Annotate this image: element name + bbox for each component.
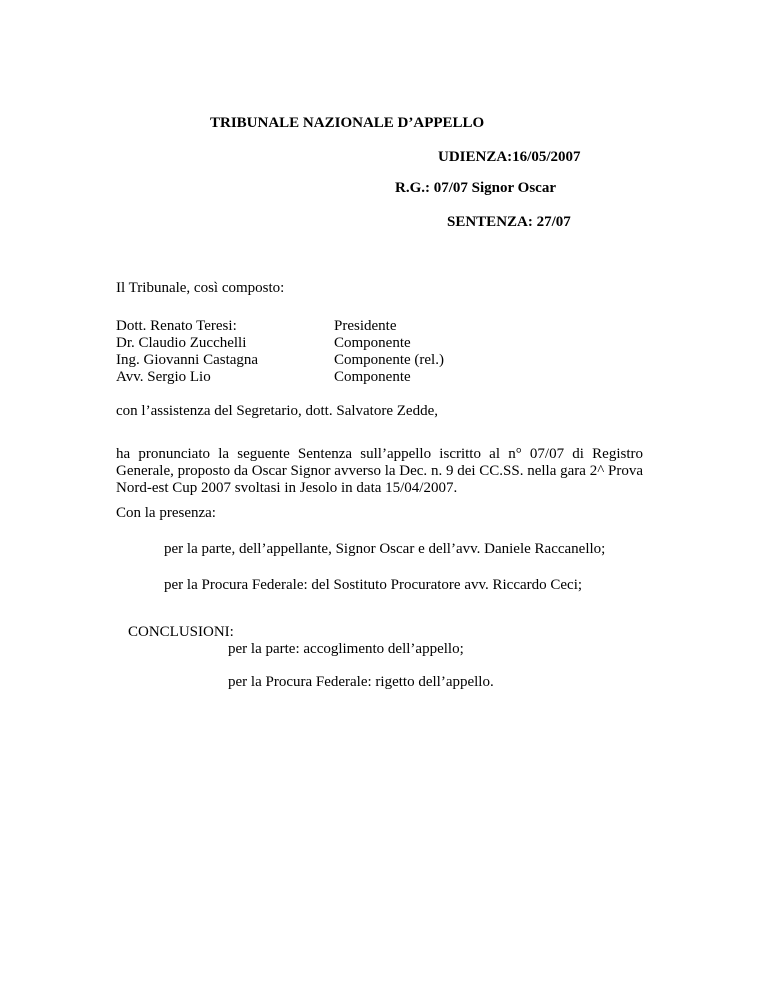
member-role: Componente bbox=[334, 335, 411, 351]
composition-intro: Il Tribunale, così composto: bbox=[116, 280, 285, 296]
presence-intro: Con la presenza: bbox=[116, 505, 216, 521]
member-name: Dr. Claudio Zucchelli bbox=[116, 335, 247, 351]
presence-prosecution: per la Procura Federale: del Sostituto Procuratore avv. Riccardo Ceci; bbox=[164, 577, 583, 593]
member-role: Componente bbox=[334, 369, 411, 385]
panel-member-row bbox=[116, 335, 616, 352]
panel-member-row bbox=[116, 318, 616, 335]
conclusion-prosecution: per la Procura Federale: rigetto dell’appello. bbox=[228, 674, 494, 690]
member-name: Avv. Sergio Lio bbox=[116, 369, 211, 385]
member-name: Ing. Giovanni Castagna bbox=[116, 352, 259, 368]
presence-party: per la parte, dell’appellante, Signor Oscar e dell’avv. Daniele Raccanello; bbox=[164, 541, 606, 557]
conclusions-heading: CONCLUSIONI: bbox=[128, 624, 234, 640]
member-name: Dott. Renato Teresi: bbox=[116, 318, 237, 334]
panel-member-row bbox=[116, 352, 616, 369]
member-role: Presidente bbox=[334, 318, 397, 334]
member-role: Componente (rel.) bbox=[334, 352, 444, 368]
court-title: TRIBUNALE NAZIONALE D’APPELLO bbox=[210, 115, 485, 131]
conclusion-party: per la parte: accoglimento dell’appello; bbox=[228, 641, 464, 657]
hearing-date: UDIENZA:16/05/2007 bbox=[438, 149, 581, 165]
secretary-line: con l’assistenza del Segretario, dott. Salvatore Zedde, bbox=[116, 403, 438, 419]
case-number: R.G.: 07/07 Signor Oscar bbox=[395, 180, 556, 196]
sentence-number: SENTENZA: 27/07 bbox=[447, 214, 571, 230]
ruling-paragraph: ha pronunciato la seguente Sentenza sull’appello iscritto al n° 07/07 di Registro Generale, proposto da Oscar Signor avverso la Dec. n. 9 dei CC.SS. nella gara 2^ Prova Nord-est Cup 2007 svoltasi in Jesolo in data 15/04/2007. bbox=[116, 446, 643, 496]
panel-member-row bbox=[116, 369, 616, 386]
